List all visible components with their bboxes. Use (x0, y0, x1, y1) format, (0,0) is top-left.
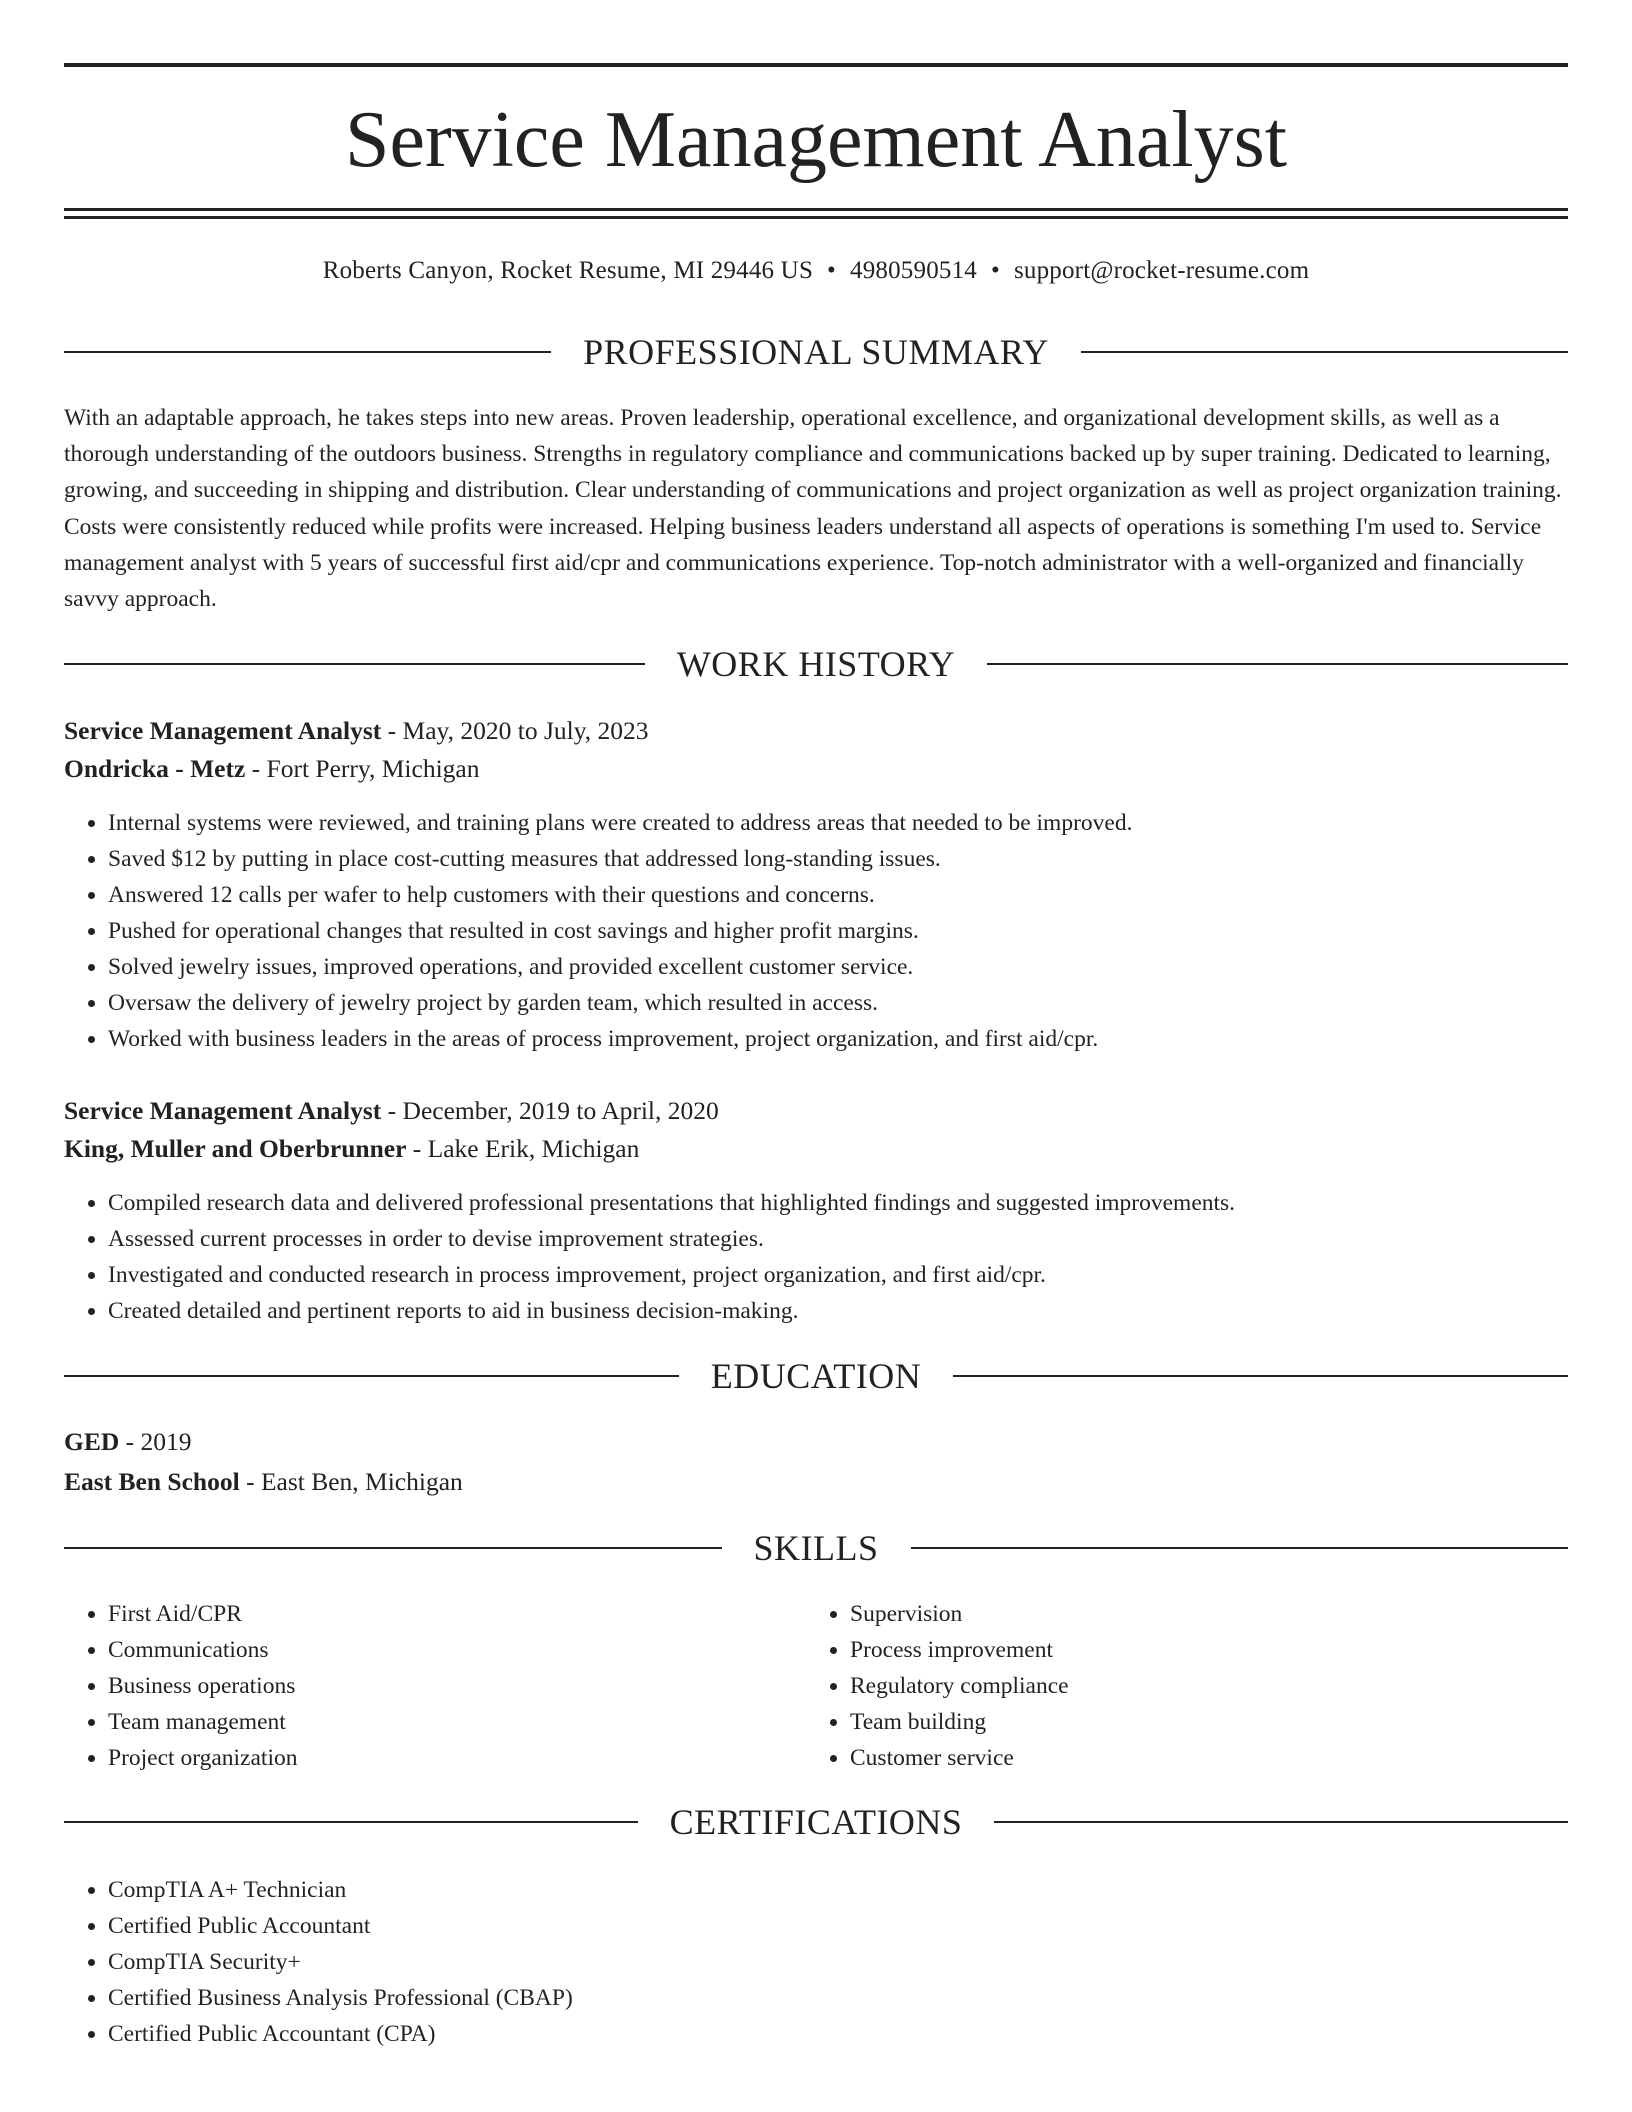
heading-rule-left (64, 663, 645, 665)
section-heading-certifications (64, 1800, 1568, 1844)
contact-phone: 4980590514 (850, 257, 977, 284)
contact-separator: • (827, 257, 836, 284)
list-item: • Pushed for operational changes that resulted in cost savings and higher profit margins. (108, 913, 1568, 949)
job-company: Ondricka - Metz (64, 754, 246, 783)
list-item: • Solved jewelry issues, improved operations, and provided excellent customer service. (108, 949, 1568, 985)
list-item: • Regulatory compliance (850, 1668, 1550, 1704)
education-school: East Ben School (64, 1467, 240, 1496)
job-company-line (64, 1131, 1568, 1167)
education-degree-line (64, 1424, 1568, 1460)
heading-rule-right (987, 663, 1568, 665)
section-heading-summary (64, 330, 1568, 374)
list-item: • Project organization (108, 1740, 808, 1776)
list-item: • CompTIA Security+ (108, 1944, 1568, 1980)
section-heading-label: EDUCATION (710, 1356, 922, 1396)
contact-separator: • (991, 257, 1000, 284)
section-heading-label: SKILLS (753, 1528, 879, 1568)
skills-list-left (64, 1596, 808, 1776)
header-double-rule-lower (64, 216, 1568, 219)
contact-email: support@rocket-resume.com (1013, 257, 1310, 284)
heading-rule-right (953, 1375, 1568, 1377)
heading-rule-right (1081, 351, 1568, 353)
list-item: • Business operations (108, 1668, 808, 1704)
list-item: • Supervision (850, 1596, 1550, 1632)
job-title: Service Management Analyst (64, 716, 382, 745)
header-top-rule (64, 63, 1568, 67)
skills-list-right (806, 1596, 1550, 1776)
list-item: • Created detailed and pertinent reports to aid in business decision-making. (108, 1293, 1568, 1329)
section-heading-label: CERTIFICATIONS (669, 1802, 963, 1842)
header-double-rule-upper (64, 208, 1568, 211)
heading-rule-left (64, 1375, 679, 1377)
certifications-list (64, 1872, 1568, 2052)
education-degree: GED (64, 1427, 120, 1456)
list-item: • Certified Public Accountant (CPA) (108, 2016, 1568, 2052)
job-title-line (64, 1093, 1568, 1129)
list-item: • Internal systems were reviewed, and training plans were created to address areas that needed to be improved. (108, 805, 1568, 841)
section-heading-work-history (64, 642, 1568, 686)
list-item: • Saved $12 by putting in place cost-cutting measures that addressed long-standing issues. (108, 841, 1568, 877)
list-item: • Investigated and conducted research in process improvement, project organization, and first aid/cpr. (108, 1257, 1568, 1293)
job-title: Service Management Analyst (64, 1096, 382, 1125)
education-year: - 2019 (119, 1427, 192, 1456)
job-company: King, Muller and Oberbrunner (64, 1134, 407, 1163)
job-bullet-list (64, 805, 1568, 1057)
job-company-line (64, 751, 1568, 787)
heading-rule-right (994, 1821, 1568, 1823)
job-location: - Fort Perry, Michigan (245, 754, 480, 783)
list-item: • Certified Business Analysis Professional (CBAP) (108, 1980, 1568, 2016)
job-title-line (64, 713, 1568, 749)
list-item: • Team building (850, 1704, 1550, 1740)
list-item: • Process improvement (850, 1632, 1550, 1668)
list-item: • Assessed current processes in order to devise improvement strategies. (108, 1221, 1568, 1257)
job-bullet-list (64, 1185, 1568, 1329)
list-item: • Certified Public Accountant (108, 1908, 1568, 1944)
list-item: • First Aid/CPR (108, 1596, 808, 1632)
summary-text: With an adaptable approach, he takes steps into new areas. Proven leadership, operational excellence, and organizational development skills, as well as a thorough understanding of the outdoors business. Strengths in regulatory compliance and communications backed up by super training. Dedicated to learning, growing, and succeeding in shipping and distribution. Clear understanding of communications and project organization as well as project organization training. Costs were consistently reduced while profits were increased. Helping business leaders understand all aspects of operations is something I'm used to. Service management analyst with 5 years of successful first aid/cpr and communications experience. Top-notch administrator with a well-organized and financially savvy approach. (64, 405, 1562, 613)
heading-rule-right (911, 1547, 1569, 1549)
job-location: - Lake Erik, Michigan (406, 1134, 640, 1163)
resume-title: Service Management Analyst (345, 96, 1287, 184)
list-item: • CompTIA A+ Technician (108, 1872, 1568, 1908)
section-heading-education (64, 1354, 1568, 1398)
section-heading-skills (64, 1526, 1568, 1570)
list-item: • Team management (108, 1704, 808, 1740)
list-item: • Communications (108, 1632, 808, 1668)
section-heading-label: WORK HISTORY (676, 644, 956, 684)
list-item: • Compiled research data and delivered professional presentations that highlighted findings and suggested improvements. (108, 1185, 1568, 1221)
section-heading-label: PROFESSIONAL SUMMARY (583, 332, 1049, 372)
contact-address: Roberts Canyon, Rocket Resume, MI 29446 US (322, 257, 814, 284)
list-item: • Worked with business leaders in the areas of process improvement, project organization, and first aid/cpr. (108, 1021, 1568, 1057)
heading-rule-left (64, 1821, 638, 1823)
contact-line (64, 254, 1568, 288)
education-location: - East Ben, Michigan (239, 1467, 463, 1496)
heading-rule-left (64, 1547, 722, 1549)
list-item: • Answered 12 calls per wafer to help customers with their questions and concerns. (108, 877, 1568, 913)
heading-rule-left (64, 351, 551, 353)
list-item: • Oversaw the delivery of jewelry project by garden team, which resulted in access. (108, 985, 1568, 1021)
education-school-line (64, 1464, 1568, 1500)
list-item: • Customer service (850, 1740, 1550, 1776)
job-dates: - December, 2019 to April, 2020 (381, 1096, 719, 1125)
job-dates: - May, 2020 to July, 2023 (381, 716, 649, 745)
